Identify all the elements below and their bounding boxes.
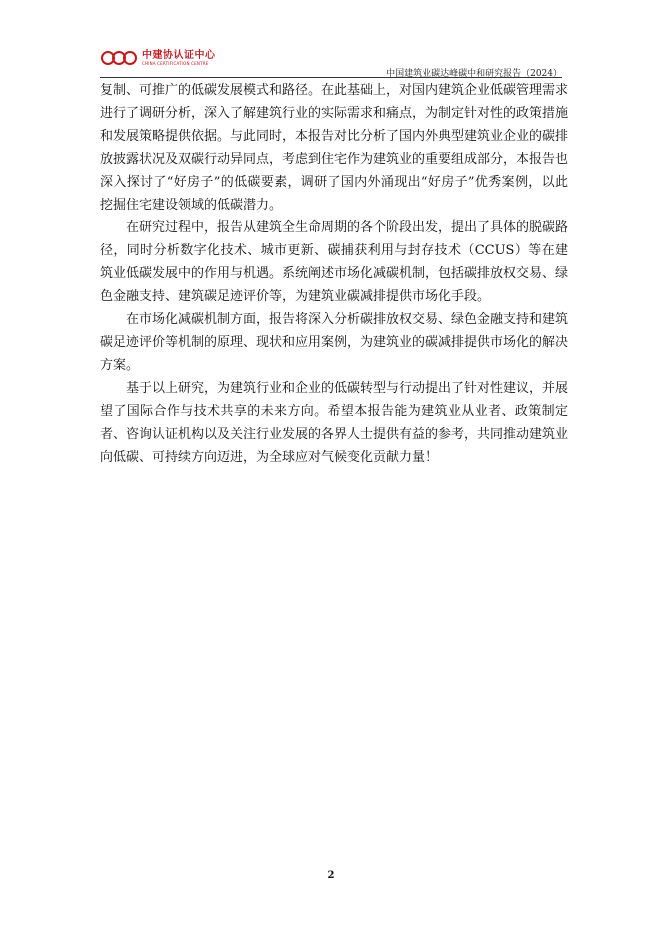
paragraph-3: 在市场化减碳机制方面，报告将深入分析碳排放权交易、绿色金融支持和建筑碳足迹评价等机制的原理、现状和应用案例，为建筑业的碳减排提供市场化的解决方案。: [100, 312, 569, 373]
body-text: [100, 80, 568, 469]
paragraph-1: 复制、可推广的低碳发展模式和路径。在此基础上，对国内建筑企业低碳管理需求进行了调研分析，深入了解建筑行业的实际需求和痛点，为制定针对性的政策措施和发展策略提供依据。与此同时，本报告对比分析了国内外典型建筑业企业的碳排放披露状况及双碳行动异同点，考虑到住宅作为建筑业的重要组成部分，本报告也深入探讨了“好房子”的低碳要素，调研了国内外涌现出“好房子”优秀案例，以此挖掘住宅建设领域的低碳潜力。: [100, 83, 569, 213]
page-header: [100, 50, 562, 78]
paragraph-2: 在研究过程中，报告从建筑全生命周期的各个阶段出发，提出了具体的脱碳路径，同时分析数字化技术、城市更新、碳捕获利用与封存技术（CCUS）等在建筑业低碳发展中的作用与机遇。系统阐述市场化减碳机制，包括碳排放权交易、绿色金融支持、建筑碳足迹评价等，为建筑业碳减排提供市场化手段。: [100, 220, 569, 305]
logo-text-cn: 中建协认证中心: [142, 50, 216, 61]
paragraph-4: 基于以上研究，为建筑行业和企业的低碳转型与行动提出了针对性建议，并展望了国际合作与技术共享的未来方向。希望本报告能为建筑业从业者、政策制定者、咨询认证机构以及关注行业发展的各界人士提供有益的参考，共同推动建筑业向低碳、可持续方向迈进，为全球应对气候变化贡献力量！: [100, 380, 569, 465]
page-number: 2: [327, 870, 335, 881]
logo: [100, 50, 216, 66]
report-title: 中国建筑业碳达峰碳中和研究报告（2024）: [386, 69, 562, 79]
logo-text-en: CHINA CERTIFICATION CENTRE: [142, 61, 209, 66]
header-divider: [100, 77, 562, 78]
logo-rings-icon: [100, 50, 138, 66]
